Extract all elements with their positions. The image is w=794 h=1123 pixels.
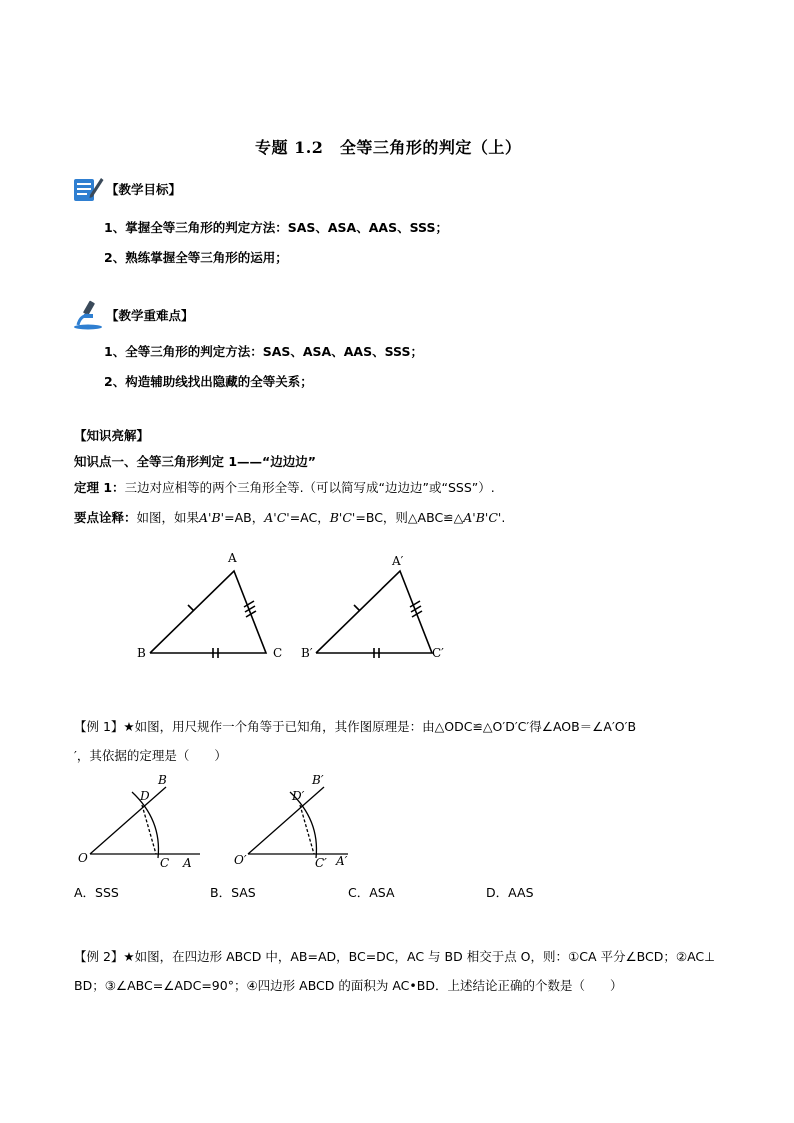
example2-line1: 【例 2】★如图，在四边形 ABCD 中，AB=AD，BC=DC，AC 与 BD 相交于点 O，则：①CA 平分∠BCD；②AC⊥	[74, 949, 716, 964]
label-a-prime-ray: A′	[336, 854, 348, 868]
triangle-a1b1c1	[316, 571, 432, 658]
label-o-prime: O′	[234, 853, 247, 867]
congruent-triangles-figure	[130, 545, 460, 670]
note-seg-b1c1: B'C'	[329, 510, 356, 525]
goal-item-2: 2、熟练掌握全等三角形的运用；	[104, 250, 288, 265]
label-c: C	[273, 646, 283, 660]
note-pre: 如图，如果	[136, 510, 200, 525]
label-b-prime-ray: B′	[312, 773, 324, 787]
note-seg-a1c1: A'C'	[264, 510, 290, 525]
difficulty-item-2: 2、构造辅助线找出隐藏的全等关系；	[104, 374, 313, 389]
edit-note-icon	[72, 173, 104, 203]
label-c-point: C	[160, 856, 170, 870]
option-d: D．AAS	[486, 885, 534, 900]
label-a: A	[228, 551, 237, 565]
label-c-prime: C′	[432, 646, 444, 660]
note-label: 要点诠释：	[74, 510, 137, 525]
example2-line2: BD；③∠ABC=∠ADC=90°；④四边形 ABCD 的面积为 AC•BD．上述结论正确的个数是（ ）	[74, 978, 623, 993]
note-eq-2: =AC，	[289, 510, 330, 525]
note-tri-a1b1c1: A'B'C'	[463, 510, 502, 525]
note-seg-a1b1: A'B'	[199, 510, 225, 525]
knowledge-heading: 【知识亮解】	[74, 428, 150, 443]
theorem-label: 定理 1：	[74, 480, 125, 495]
option-a: A．SSS	[74, 885, 119, 900]
angle-construction-figure	[70, 770, 360, 875]
label-a-prime: A′	[392, 554, 404, 568]
option-c: C．ASA	[348, 885, 395, 900]
note-end: .	[501, 510, 506, 525]
label-o: O	[78, 851, 88, 865]
label-a-ray: A	[183, 856, 192, 870]
triangle-abc	[150, 571, 266, 658]
goal-item-1: 1、掌握全等三角形的判定方法：SAS、ASA、AAS、SSS；	[104, 220, 448, 235]
example1-line1: 【例 1】★如图，用尺规作一个角等于已知角，其作图原理是：由△ODC≌△O′D′C′得∠AOB＝∠A′O′B	[74, 719, 637, 734]
label-d: D	[140, 789, 150, 803]
label-b-ray: B	[158, 773, 167, 787]
goals-heading: 【教学目标】	[106, 182, 182, 197]
example1-line2: ′，其依据的定理是（ ）	[74, 748, 227, 763]
difficulty-item-1: 1、全等三角形的判定方法：SAS、ASA、AAS、SSS；	[104, 344, 423, 359]
knowledge-point-1: 知识点一、全等三角形判定 1——“边边边”	[74, 454, 316, 469]
label-b-prime: B′	[301, 646, 313, 660]
label-d-prime: D′	[292, 789, 305, 803]
option-b: B．SAS	[210, 885, 256, 900]
theorem-1	[74, 478, 495, 496]
theorem-text: 三边对应相等的两个三角形全等.（可以简写成“边边边”或“SSS”）.	[124, 480, 495, 495]
label-c-prime-point: C′	[315, 856, 327, 870]
note-eq-1: =AB，	[224, 510, 265, 525]
key-point-note	[74, 508, 505, 526]
microscope-icon	[72, 298, 104, 330]
label-b: B	[137, 646, 146, 660]
note-eq-3: =BC，则△ABC≌△	[355, 510, 464, 525]
difficulties-heading: 【教学重难点】	[106, 308, 194, 323]
page-title: 专题 1.2 全等三角形的判定（上）	[255, 138, 522, 157]
